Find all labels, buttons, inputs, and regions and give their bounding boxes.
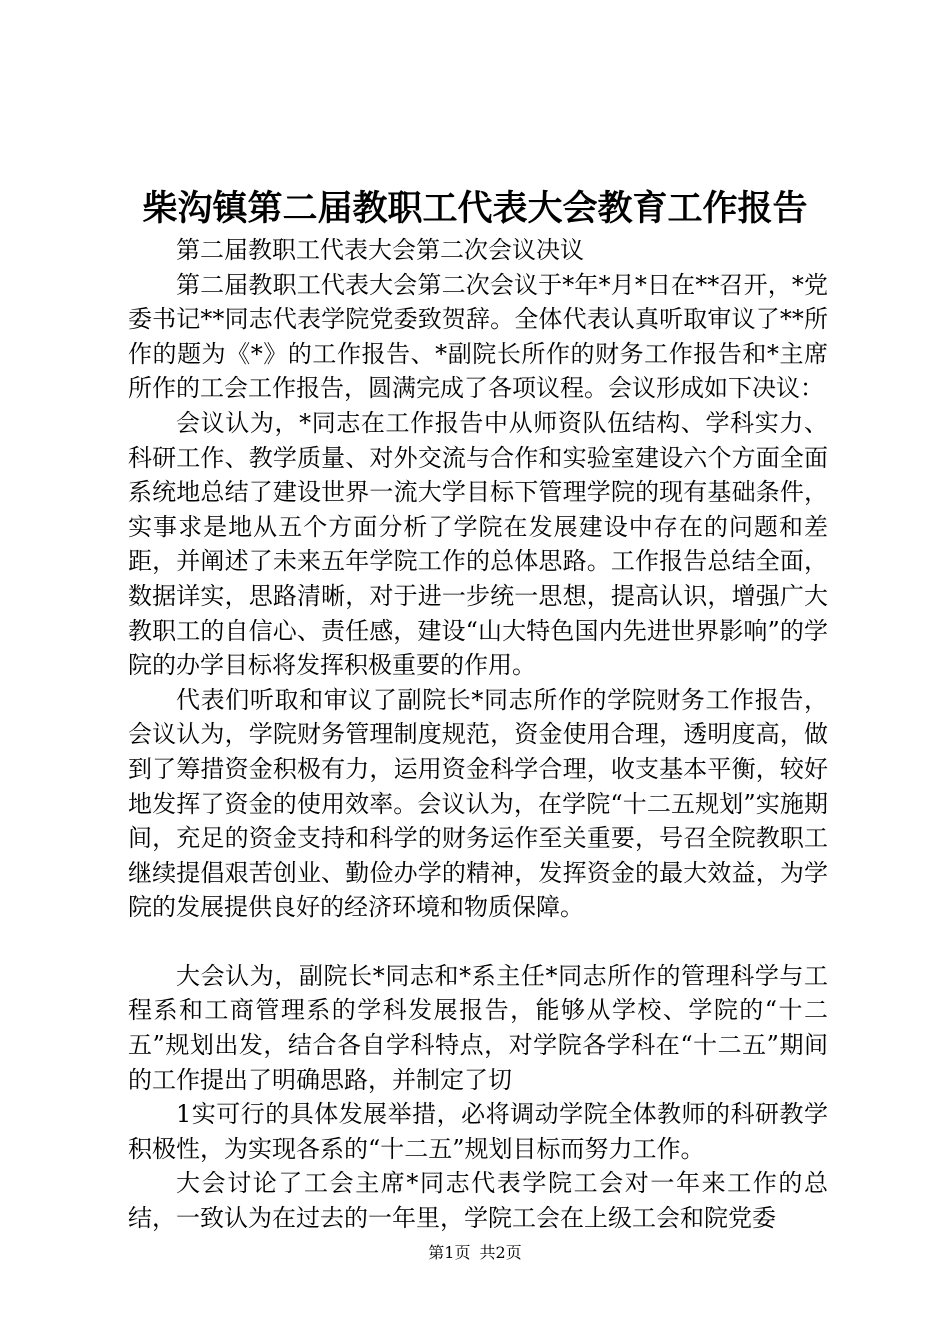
- page-total: 共2页: [479, 1243, 522, 1262]
- paragraph-union-summary: 大会讨论了工会主席*同志代表学院工会对一年来工作的总结，一致认为在过去的一年里，学院工会在上级工会和院党委: [128, 1169, 828, 1233]
- paragraph-work-report: 会议认为，*同志在工作报告中从师资队伍结构、学科实力、科研工作、教学质量、对外交流与合作和实验室建设六个方面全面系统地总结了建设世界一流大学目标下管理学院的现有基础条件，实事求是地从五个方面分析了学院在发展建设中存在的问题和差距，并阐述了未来五年学院工作的总体思路。工作报告总结全面，数据详实，思路清晰，对于进一步统一思想，提高认识，增强广大教职工的自信心、责任感，建设“山大特色国内先进世界影响”的学院的办学目标将发挥积极重要的作用。: [128, 408, 828, 680]
- paragraph-resolution-heading: 第二届教职工代表大会第二次会议决议: [176, 236, 584, 264]
- paragraph-meeting-intro: 第二届教职工代表大会第二次会议于*年*月*日在**召开，*党委书记**同志代表学院党委致贺辞。全体代表认真听取审议了**所作的题为《*》的工作报告、*副院长所作的财务工作报告和*主席所作的工会工作报告，圆满完成了各项议程。会议形成如下决议：: [128, 270, 828, 403]
- paragraph-discipline-report: 大会认为，副院长*同志和*系主任*同志所作的管理科学与工程系和工商管理系的学科发展报告，能够从学校、学院的“十二五”规划出发，结合各自学科特点，对学院各学科在“十二五”期间的工作提出了明确思路，并制定了切: [128, 961, 828, 1094]
- page-number: 第1页: [428, 1243, 471, 1262]
- document-body: [128, 233, 828, 1236]
- paragraph-finance-report: 代表们听取和审议了副院长*同志所作的学院财务工作报告，会议认为，学院财务管理制度规范，资金使用合理，透明度高，做到了筹措资金积极有力，运用资金科学合理，收支基本平衡，较好地发挥了资金的使用效率。会议认为，在学院“十二五规划”实施期间，充足的资金支持和科学的财务运作至关重要，号召全院教职工继续提倡艰苦创业、勤俭办学的精神，发挥资金的最大效益，为学院的发展提供良好的经济环境和物质保障。: [128, 685, 828, 922]
- page-footer: [0, 1243, 950, 1263]
- document-title: 柴沟镇第二届教职工代表大会教育工作报告: [142, 188, 808, 229]
- paragraph-discipline-measures: 1实可行的具体发展举措，必将调动学院全体教师的科研教学积极性，为实现各系的“十二五”规划目标而努力工作。: [128, 1100, 828, 1163]
